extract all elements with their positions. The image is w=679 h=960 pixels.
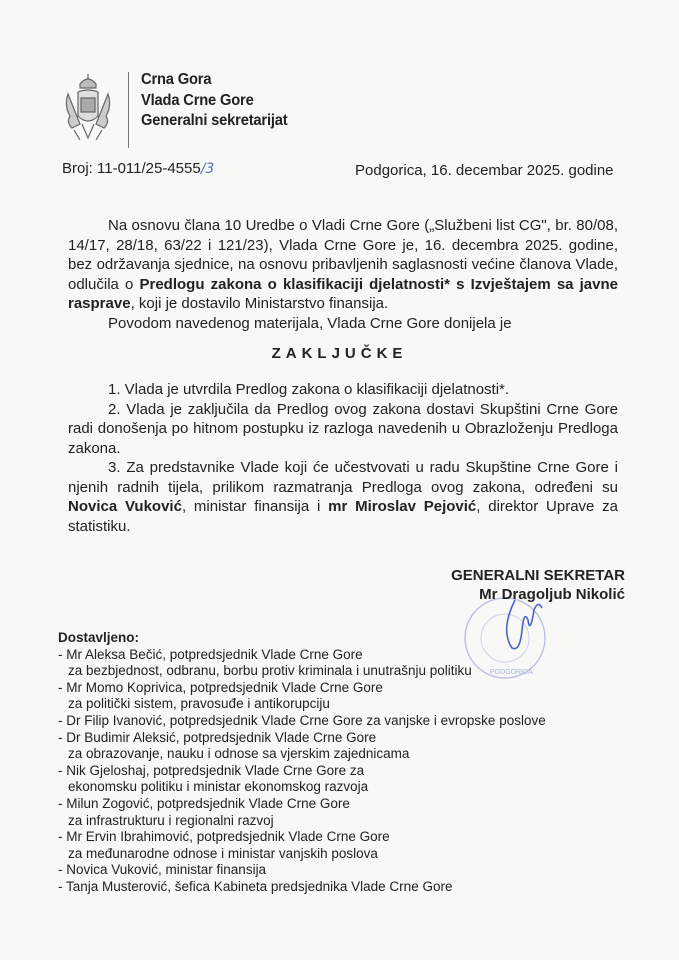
recipient-8: - Novica Vuković, ministar finansija [58, 862, 267, 878]
handwritten-suffix: /3 [200, 161, 215, 177]
signer-name: Mr Dragoljub Nikolić [479, 586, 625, 603]
reference-number [62, 160, 214, 177]
conclusions-title: ZAKLJUČKE [271, 345, 408, 362]
organization-name [141, 70, 300, 132]
recipient-9: - Tanja Musterović, šefica Kabineta predsjednika Vlade Crne Gore [58, 878, 453, 894]
recipient-5: - Nik Gjeloshaj, potpredsjednik Vlade Crne Gore za [58, 762, 365, 778]
intro-paragraph-1: Na osnovu člana 10 Uredbe o Vladi Crne Gore („Službeni list CG", br. 80/08, 14/17, 28/18, 63/22 i 121/23), Vlada Crne Gore je, 16. decembra 2025. godine, bez održavanja sjednice, na osnovu pribavljenih saglasnosti većine članova Vlade, odlučila o Predlogu zakona o klasifikaciji djelatnosti* s Izvještajem sa javne rasprave, koji je dostavilo Ministarstvo finansija. [68, 217, 618, 312]
representative-1: Novica Vuković [68, 498, 182, 515]
intro-paragraphs [68, 216, 618, 333]
reference-label: Broj: 11-011/25-4555 [62, 160, 201, 177]
proposal-title: Predlogu zakona o klasifikaciji djelatnosti* s Izvještajem sa javne rasprave [68, 275, 618, 312]
conclusions-list [68, 380, 618, 536]
intro-paragraph-2: Povodom navedenog materijala, Vlada Crne Gore donijela je [108, 314, 512, 332]
signature-block [440, 566, 625, 604]
recipient-7: - Mr Ervin Ibrahimović, potpredsjednik Vlade Crne Gore [58, 829, 390, 845]
recipient-1: - Mr Aleksa Bečić, potpredsjednik Vlade Crne Gore [58, 646, 363, 662]
conclusion-2: 2. Vlada je zaključila da Predlog ovog zakona dostavi Skupštini Crne Gore radi donošenja po hitnom postupku iz razloga navedenih u Obrazloženju Predloga zakona. [68, 400, 618, 457]
recipient-4: - Dr Budimir Aleksić, potpredsjednik Vlade Crne Gore [58, 729, 377, 745]
conclusion-1: 1. Vlada je utvrdila Predlog zakona o klasifikaciji djelatnosti*. [108, 381, 510, 398]
org-country: Crna Gora [141, 71, 212, 88]
recipient-2: - Mr Momo Koprivica, potpredsjednik Vlade Crne Gore [58, 679, 383, 695]
place-and-date: Podgorica, 16. decembar 2025. godine [355, 162, 614, 179]
conclusion-3: 3. Za predstavnike Vlade koji će učestvovati u radu Skupštine Crne Gore i njenih radnih tijela, prilikom razmatranja Predloga ovog zakona, određeni su Novica Vuković, ministar finansija i mr Miroslav Pejović, direktor Uprave za statistiku. [68, 459, 619, 535]
header-divider [128, 72, 129, 148]
recipient-6: - Milun Zogović, potpredsjednik Vlade Crne Gore [58, 795, 350, 811]
recipient-3: - Dr Filip Ivanović, potpredsjednik Vlade Crne Gore za vanjske i evropske poslove [58, 712, 546, 728]
letterhead [60, 70, 300, 150]
org-government: Vlada Crne Gore [141, 91, 254, 109]
representative-2: mr Miroslav Pejović [328, 498, 477, 515]
signer-role: GENERALNI SEKRETAR [451, 567, 625, 584]
org-secretariat: Generalni sekretarijat [141, 112, 288, 129]
stamp-text: PODGORICA [490, 669, 533, 676]
distribution-list: Dostavljeno: - Mr Aleksa Bečić, potpredsjednik Vlade Crne Gore za bezbjednost, odbranu, borbu protiv kriminala i unutrašnju politiku - Mr Momo Koprivica, potpredsjednik Vlade Crne Gore za politički sistem, pravosuđe i antikorupciju - Dr Filip Ivanović, potpredsjednik Vlade Crne Gore za vanjske i evropske poslove - Dr Budimir Aleksić, potpredsjednik Vlade Crne Gore za obrazovanje, nauku i odnose sa vjerskim zajednicama - Nik Gjeloshaj, potpredsjednik Vlade Crne Gore za ekonomsku politiku i ministar ekonomskog razvoja - Milun Zogović, potpredsjednik Vlade Crne Gore za infrastrukturu i regionalni razvoj - Mr Ervin Ibrahimović, potpredsjednik Vlade Crne Gore za međunarodne odnose i ministar vanjskih poslova - Novica Vuković, ministar finansija - Tanja Musterović, šefica Kabineta predsjednika Vlade Crne Gore [58, 630, 546, 894]
distribution-title: Dostavljeno: [58, 630, 140, 645]
coat-of-arms-icon [60, 72, 116, 148]
